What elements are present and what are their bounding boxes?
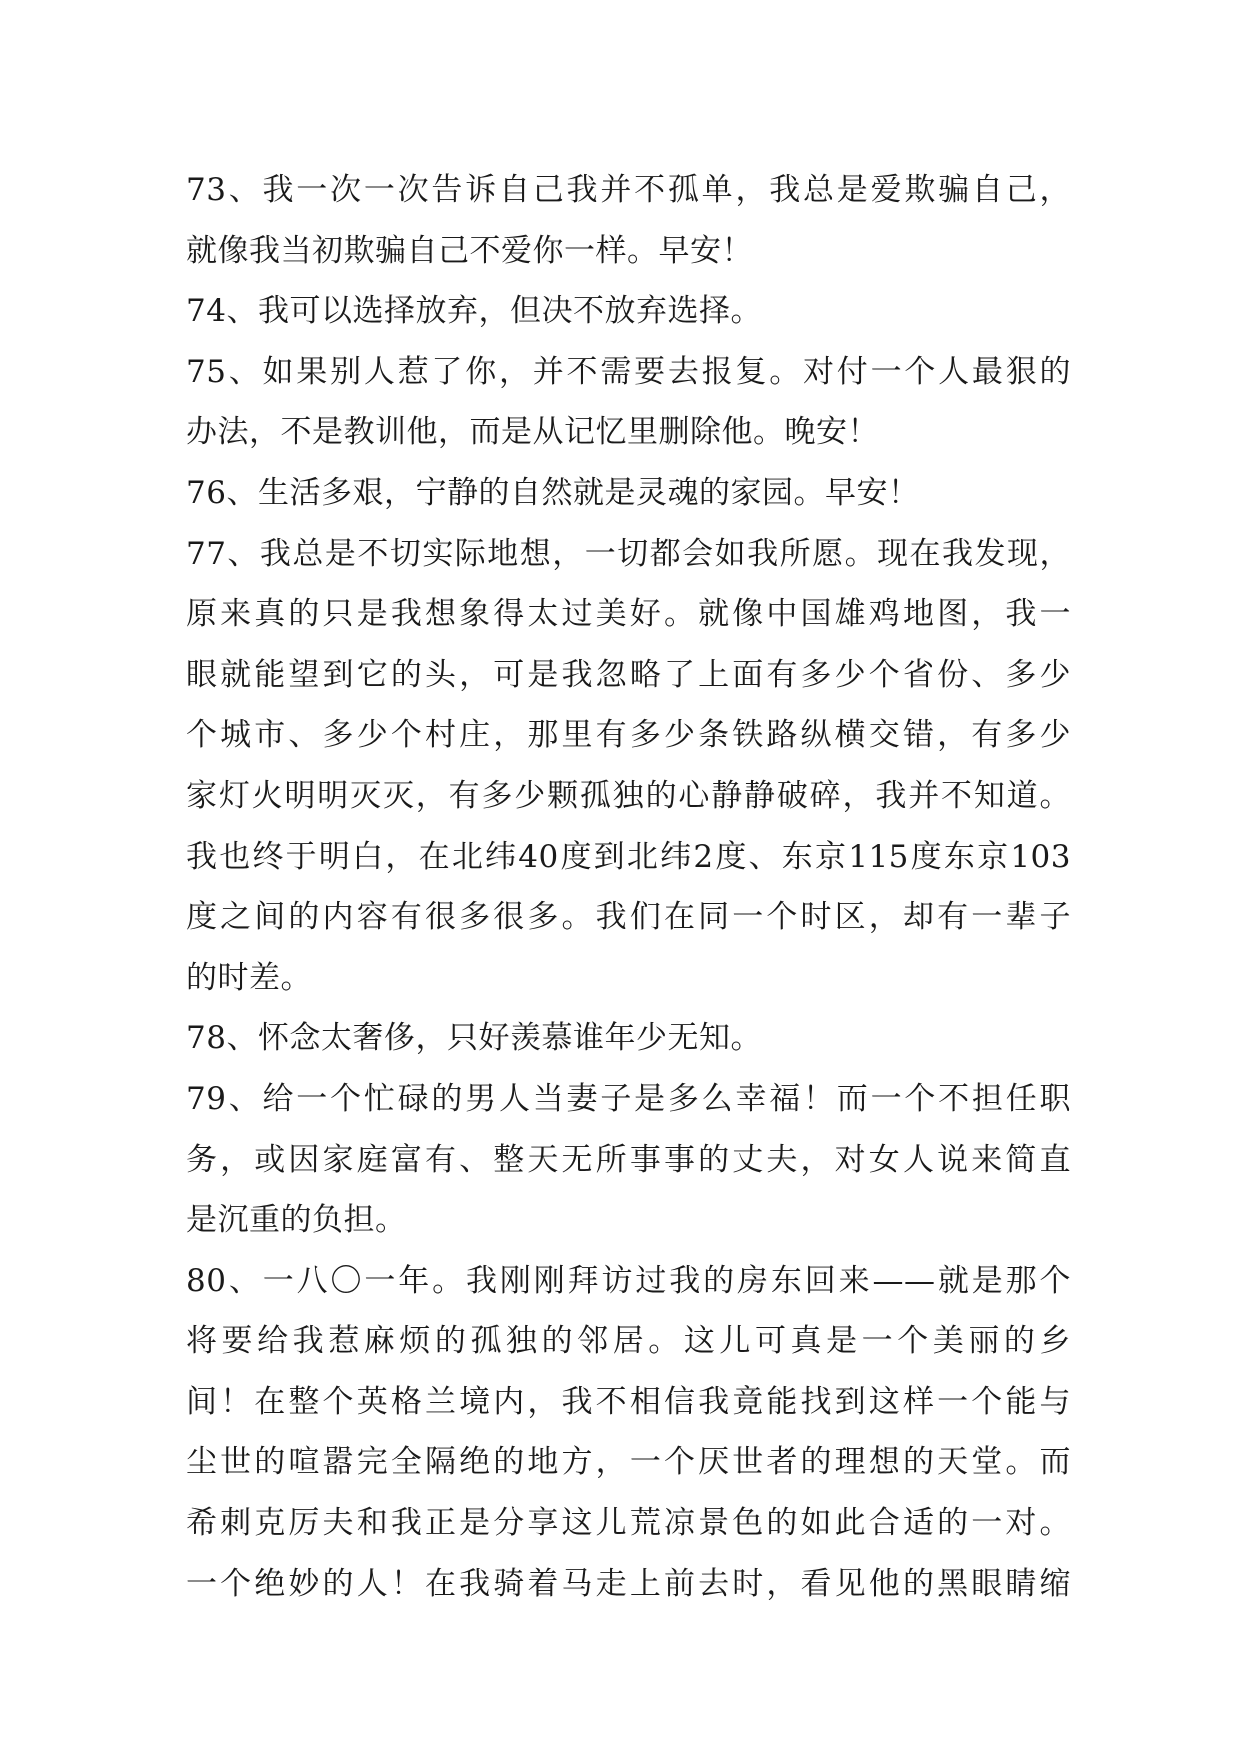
text-line: 眼就能望到它的头，可是我忽略了上面有多少个省份、多少 — [186, 656, 1071, 693]
text-line: 家灯火明明灭灭，有多少颗孤独的心静静破碎，我并不知道。 — [186, 777, 1071, 814]
entry-76 — [186, 463, 1071, 524]
entry-73 — [186, 160, 1071, 281]
text-line: 个城市、多少个村庄，那里有多少条铁路纵横交错，有多少 — [186, 717, 1071, 754]
entry-79 — [186, 1069, 1071, 1251]
text-line: 我也终于明白，在北纬40度到北纬2度、东京115度东京103 — [186, 838, 1071, 875]
text-line: 就像我当初欺骗自己不爱你一样。早安！ — [186, 232, 753, 269]
entry-78 — [186, 1008, 1071, 1069]
entry-80 — [186, 1251, 1071, 1615]
text-line: 希刺克厉夫和我正是分享这儿荒凉景色的如此合适的一对。 — [186, 1505, 1071, 1542]
entry-74 — [186, 281, 1071, 342]
text-line: 原来真的只是我想象得太过美好。就像中国雄鸡地图，我一 — [186, 596, 1071, 633]
text-line: 80、一八〇一年。我刚刚拜访过我的房东回来——就是那个 — [186, 1262, 1071, 1299]
text-line: 将要给我惹麻烦的孤独的邻居。这儿可真是一个美丽的乡 — [186, 1323, 1071, 1360]
text-line: 是沉重的负担。 — [186, 1202, 407, 1239]
text-line: 77、我总是不切实际地想，一切都会如我所愿。现在我发现， — [186, 535, 1071, 572]
text-line: 度之间的内容有很多很多。我们在同一个时区，却有一辈子 — [186, 899, 1071, 936]
text-line: 务，或因家庭富有、整天无所事事的丈夫，对女人说来简直 — [186, 1141, 1071, 1178]
text-line: 办法，不是教训他，而是从记忆里删除他。晚安！ — [186, 414, 879, 451]
text-line: 的时差。 — [186, 959, 312, 996]
text-line: 尘世的喧嚣完全隔绝的地方，一个厌世者的理想的天堂。而 — [186, 1444, 1071, 1481]
entry-75 — [186, 342, 1071, 463]
text-line: 73、我一次一次告诉自己我并不孤单，我总是爱欺骗自己， — [186, 172, 1071, 208]
text-line: 间！在整个英格兰境内，我不相信我竟能找到这样一个能与 — [186, 1383, 1071, 1420]
text-line: 79、给一个忙碌的男人当妻子是多么幸福！而一个不担任职 — [186, 1080, 1071, 1117]
text-line: 76、生活多艰，宁静的自然就是灵魂的家园。早安！ — [186, 474, 920, 511]
document-body — [186, 160, 1071, 1614]
text-line: 75、如果别人惹了你，并不需要去报复。对付一个人最狠的 — [186, 353, 1071, 390]
entry-77 — [186, 524, 1071, 1009]
text-line: 74、我可以选择放弃，但决不放弃选择。 — [186, 293, 762, 330]
text-line: 一个绝妙的人！在我骑着马走上前去时，看见他的黑眼睛缩 — [186, 1565, 1071, 1602]
text-line: 78、怀念太奢侈，只好羡慕谁年少无知。 — [186, 1020, 762, 1057]
